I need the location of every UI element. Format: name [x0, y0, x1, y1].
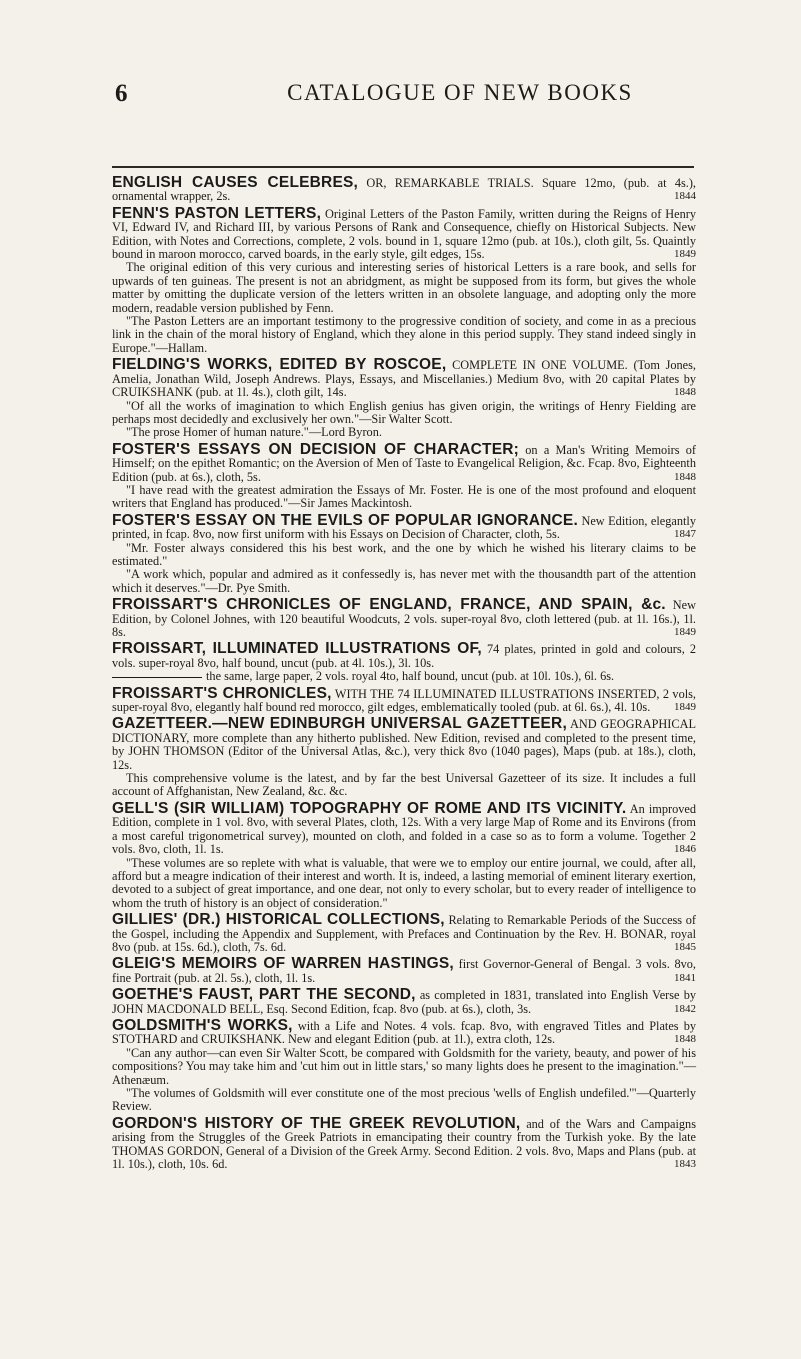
- entry-year: 1847: [674, 528, 696, 541]
- entry-heading: GORDON'S HISTORY OF THE GREEK REVOLUTION,: [112, 1114, 521, 1132]
- catalogue-entry: [112, 358, 696, 439]
- catalogue-entry: [112, 511, 696, 595]
- entry-description: AND GEOGRAPHICAL DICTIONARY, more complete than any hitherto published. New Edition, revised and completed to the present time, by JOHN THOMSON (Editor of the Universal Atlas, &c.), very thick 8vo (1040 pages), Maps (pub. at 18s.), cloth, 12s.: [112, 717, 696, 772]
- entry-year: 1841: [674, 971, 696, 984]
- entry-description: New Edition, elegantly printed, in fcap. 8vo, now first uniform with his Essays on Decision of Character, cloth, 5s.: [112, 513, 696, 542]
- entry-description: on a Man's Writing Memoirs of Himself; on the epithet Romantic; on the Aversion of Men of Taste to Evangelical Religion, &c. Fcap. 8vo, Eighteenth Edition (pub. at 6s.), cloth, 5s.: [112, 442, 696, 484]
- entry-heading: FROISSART, ILLUMINATED ILLUSTRATIONS OF,: [112, 640, 482, 658]
- entry-note: "These volumes are so replete with what is valuable, that were we to employ our entire journal, we could, after all, afford but a meagre indication of their interest and worth. It is, indeed, a lasting memorial of eminent literary exertion, devoted to a subject of great importance, and one dear, not only to every scholar, but to every reader of intelligence to whom the truth of history is an object of consideration.": [112, 855, 696, 910]
- ditto-dash: [112, 677, 202, 678]
- catalogue-entry: [112, 1016, 696, 1114]
- entry-note: "The prose Homer of human nature."—Lord Byron.: [126, 425, 382, 440]
- catalogue-body: [112, 176, 696, 1174]
- entry-main: [112, 913, 696, 954]
- entry-heading: ENGLISH CAUSES CELEBRES,: [112, 174, 359, 191]
- catalogue-entry: [112, 176, 696, 204]
- entry-heading: GAZETTEER.—NEW EDINBURGH UNIVERSAL GAZETTEER,: [112, 715, 567, 733]
- entry-year: 1848: [674, 1033, 696, 1046]
- catalogue-entry: [112, 598, 696, 639]
- entry-year: 1849: [674, 701, 696, 714]
- entry-description: first Governor-General of Bengal. 3 vols. 8vo, fine Portrait (pub. at 2l. 5s.), cloth, 1l. 1s.: [112, 957, 696, 985]
- catalogue-entry: [112, 799, 696, 910]
- entry-heading: FOSTER'S ESSAYS ON DECISION OF CHARACTER;: [112, 440, 519, 458]
- entry-heading: FENN'S PASTON LETTERS,: [112, 204, 322, 222]
- entry-heading: FROISSART'S CHRONICLES OF ENGLAND, FRANCE, AND SPAIN, &c.: [112, 596, 666, 614]
- entry-year: 1843: [674, 1158, 696, 1171]
- entry-note: "Can any author—can even Sir Walter Scott, be compared with Goldsmith for the variety, beauty, and power of his compositions? You may take him and 'cut him out in little stars,' so many lights does he present to the imagination."—Athenæum.: [112, 1045, 696, 1087]
- entry-note: "I have read with the greatest admiration the Essays of Mr. Foster. He is one of the most profound and eloquent writers that England has produced."—Sir James Mackintosh.: [112, 482, 696, 511]
- entry-main: [112, 204, 696, 262]
- entry-description: New Edition, by Colonel Johnes, with 120 beautiful Woodcuts, 2 vols. super-royal 8vo, cloth lettered (pub. at 1l. 16s.), 1l. 8s.: [112, 598, 697, 639]
- entry-year: 1846: [674, 843, 696, 856]
- entry-heading: GLEIG'S MEMOIRS OF WARREN HASTINGS,: [112, 955, 454, 973]
- catalogue-entry: [112, 204, 696, 355]
- entry-note: "A work which, popular and admired as it confessedly is, has never met with the thousandth part of the attention which it deserves."—Dr. Pye Smith.: [112, 567, 696, 595]
- entry-main: [112, 1016, 696, 1047]
- entry-note: The original edition of this very curious and interesting series of historical Letters is a rare book, and sells for upwards of ten guineas. The present is not an abridgment, as might be supposed from its form, but gives the whole matter by omitting the duplicate version of the letters written in an obsolete language, and adopting only the more modern, readable version published by Fenn.: [112, 260, 696, 315]
- entry-main: [112, 717, 696, 772]
- entry-note: "The Paston Letters are an important testimony to the progressive condition of society, and come in as a precious link in the chain of the moral history of England, which they alone in this period supply. They stand indeed singly in Europe."—Hallam.: [112, 314, 696, 355]
- entry-heading: GELL'S (SIR WILLIAM) TOPOGRAPHY OF ROME AND ITS VICINITY.: [112, 799, 627, 817]
- entry-heading: FOSTER'S ESSAY ON THE EVILS OF POPULAR IGNORANCE.: [112, 511, 578, 529]
- entry-main: [112, 799, 696, 857]
- catalogue-entry: [112, 684, 696, 715]
- entry-main: [112, 1114, 696, 1172]
- entry-main: [112, 358, 696, 399]
- entry-description: 74 plates, printed in gold and colours, 2 vols. super-royal 8vo, half bound, uncut (pub. at 4l. 10s.), 3l. 10s.: [112, 642, 696, 670]
- entry-note: "The volumes of Goldsmith will ever constitute one of the most precious 'wells of English undefiled.'"—Quarterly Review.: [112, 1086, 696, 1114]
- entry-description: Original Letters of the Paston Family, written during the Reigns of Henry VI, Edward IV, and Richard III, by various Persons of Rank and Consequence, chiefly on Historical Subjects. New Edition, with Notes and Corrections, complete, 2 vols. bound in 1, square 12mo (pub. at 10s.), cloth gilt, 5s. Quaintly bound in maroon morocco, carved boards, in the early style, gilt edges, 15s.: [112, 206, 696, 262]
- catalogue-entry: [112, 717, 696, 798]
- catalogue-entry: [112, 957, 696, 985]
- entry-year: 1844: [674, 190, 696, 203]
- entry-variant: [112, 670, 696, 683]
- catalogue-entry: [112, 440, 696, 511]
- entry-description: and of the Wars and Campaigns arising from the Struggles of the Greek Patriots in emancipating their country from the Turkish yoke. By the late THOMAS GORDON, General of a Division of the Greek Army. Second Edition. 2 vols. 8vo, Maps and Plans (pub. at 1l. 10s.), cloth, 10s. 6d.: [112, 1116, 696, 1172]
- entry-main: [112, 642, 696, 670]
- entry-heading: FIELDING'S WORKS, EDITED BY ROSCOE,: [112, 356, 447, 374]
- entry-heading: GILLIES' (DR.) HISTORICAL COLLECTIONS,: [112, 911, 445, 929]
- catalogue-entry: [112, 988, 696, 1016]
- entry-heading: GOLDSMITH'S WORKS,: [112, 1016, 293, 1034]
- entry-main: [112, 598, 696, 639]
- entry-year: 1848: [674, 386, 696, 399]
- catalogue-entry: [112, 642, 696, 683]
- header-rule: [112, 166, 694, 168]
- entry-year: 1842: [674, 1002, 696, 1015]
- entry-heading: FROISSART'S CHRONICLES,: [112, 684, 332, 702]
- entry-description: An improved Edition, complete in 1 vol. 8vo, with several Plates, cloth, 12s. With a very large Map of Rome and its Environs (from a most careful trigonometrical survey), mounted on cloth, and folded in a case so as to form a volume. Together 2 vols. 8vo, cloth, 1l. 1s.: [112, 801, 696, 857]
- entry-year: 1849: [674, 248, 696, 261]
- catalogue-entry: [112, 1114, 696, 1172]
- entry-year: 1849: [674, 626, 696, 638]
- entry-description: WITH THE 74 ILLUMINATED ILLUSTRATIONS INSERTED, 2 vols, super-royal 8vo, elegantly half bound red morocco, gilt edges, emblematically tooled (pub. at 6l. 6s.), 4l. 10s.: [112, 686, 696, 715]
- entry-description: as completed in 1831, translated into English Verse by JOHN MACDONALD BELL, Esq. Second Edition, fcap. 8vo (pub. at 6s.), cloth, 3s.: [112, 988, 696, 1016]
- variant-text: the same, large paper, 2 vols. royal 4to, half bound, uncut (pub. at 10l. 10s.), 6l. 6s.: [206, 669, 615, 684]
- entry-description: COMPLETE IN ONE VOLUME. (Tom Jones, Amelia, Jonathan Wild, Joseph Andrews. Plays, Essays, and Miscellanies.) Medium 8vo, with 20 capital Plates by CRUIKSHANK (pub. at 1l. 4s.), cloth gilt, 14s.: [112, 358, 696, 400]
- catalogue-entry: [112, 913, 696, 954]
- entry-main: [112, 684, 696, 715]
- entry-note: "Of all the works of imagination to which English genius has given origin, the writings of Henry Fielding are perhaps most decidedly and exclusively her own."—Sir Walter Scott.: [112, 398, 696, 426]
- entry-main: [112, 176, 696, 204]
- entry-heading: GOETHE'S FAUST, PART THE SECOND,: [112, 986, 416, 1004]
- entry-description: with a Life and Notes. 4 vols. fcap. 8vo, with engraved Titles and Plates by STOTHARD and CRUIKSHANK. New and elegant Edition (pub. at 1l.), extra cloth, 12s.: [112, 1018, 696, 1047]
- page-number: 6: [115, 80, 129, 107]
- entry-year: 1848: [674, 470, 696, 483]
- entry-main: [112, 957, 696, 985]
- entry-description: Relating to Remarkable Periods of the Success of the Gospel, including the Appendix and Supplement, with Prefaces and Continuation by the Rev. H. BONAR, royal 8vo (pub. at 15s. 6d.), cloth, 7s. 6d.: [112, 913, 696, 954]
- entry-main: [112, 511, 696, 542]
- entry-main: [112, 440, 696, 484]
- entry-note: "Mr. Foster always considered this his best work, and the one by which he wished his literary claims to be estimated.": [112, 540, 696, 568]
- entry-year: 1845: [674, 940, 696, 953]
- running-title: CATALOGUE OF NEW BOOKS: [287, 80, 633, 105]
- entry-description: OR, REMARKABLE TRIALS. Square 12mo, (pub. at 4s.), ornamental wrapper, 2s.: [112, 176, 696, 204]
- entry-main: [112, 988, 696, 1016]
- entry-note: This comprehensive volume is the latest, and by far the best Universal Gazetteer of its size. It includes a full account of Affghanistan, New Zealand, &c. &c.: [112, 771, 696, 799]
- page-header: [0, 80, 801, 120]
